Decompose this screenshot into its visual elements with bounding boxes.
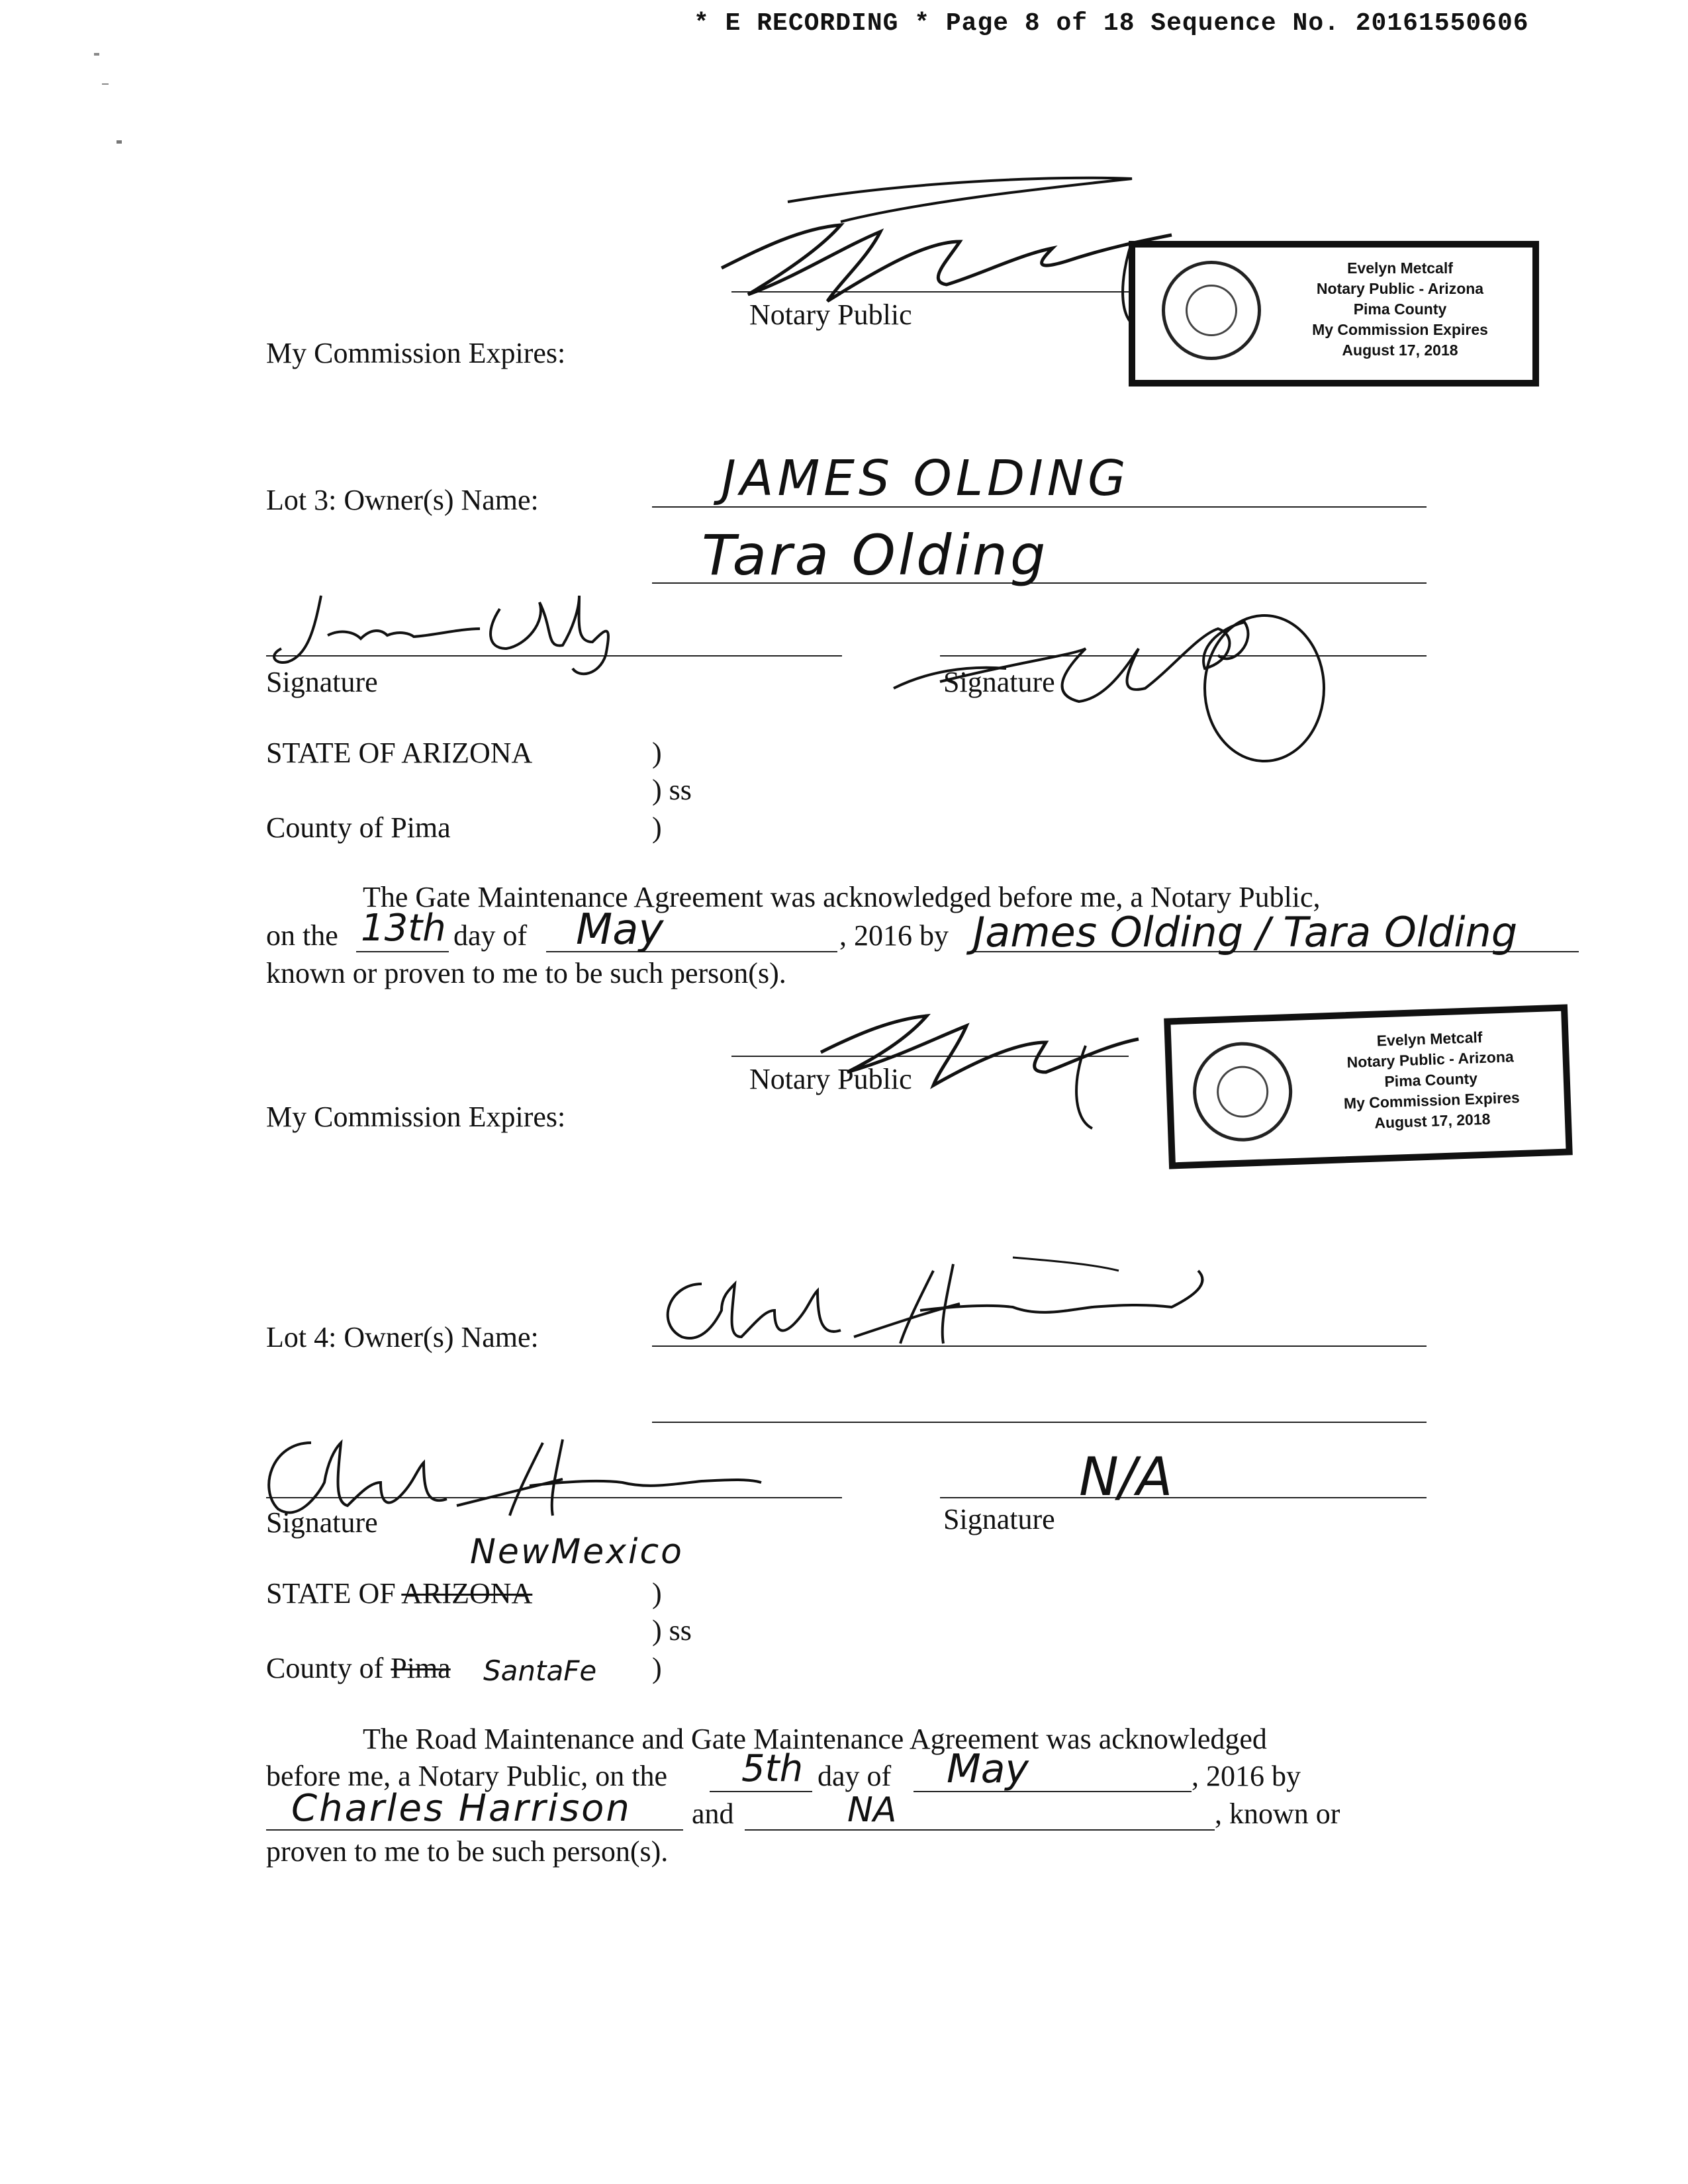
lot3-county: County of Pima: [266, 811, 451, 844]
lot4-signature-label-left: Signature: [266, 1506, 378, 1539]
scan-mark: [102, 83, 109, 85]
lot4-county-prefix: County of: [266, 1652, 391, 1684]
lot4-county: [266, 1651, 451, 1685]
stamp-county: Pima County: [1383, 1069, 1478, 1091]
lot4-paren-1: ): [652, 1577, 662, 1610]
lot3-owner-label: Lot 3: Owner(s) Name:: [266, 484, 539, 516]
lot3-ack-names: James Olding / Tara Olding: [973, 908, 1518, 956]
lot3-paren-1: ): [652, 737, 662, 769]
lot4-paren-2: ): [652, 1652, 662, 1684]
lot4-state: [266, 1576, 532, 1610]
lot4-ack-and: and: [692, 1797, 734, 1830]
lot3-ss: ) ss: [652, 774, 692, 806]
lot4-ack-line-1: The Road Maintenance and Gate Maintenance Agreement was acknowledged: [363, 1723, 1267, 1755]
lot4-ack-name1: Charles Harrison: [291, 1787, 632, 1830]
lot3-ack-day-of: day of: [453, 919, 528, 952]
notary-seal-1: [1162, 261, 1261, 360]
lot4-ack-day: 5th: [741, 1747, 804, 1790]
lot3-ack-on-the: on the: [266, 919, 338, 952]
lot4-county-struck: Pima: [391, 1652, 451, 1684]
commission-expires-label-2: My Commission Expires:: [266, 1101, 566, 1133]
lot4-county-handwritten: SantaFe: [483, 1655, 597, 1687]
stamp-name: Evelyn Metcalf: [1347, 259, 1453, 277]
stamp-commission-label: My Commission Expires: [1312, 321, 1488, 338]
stamp-commission-label: My Commission Expires: [1343, 1089, 1521, 1113]
lot3-signature-label-left: Signature: [266, 666, 378, 698]
lot3-day-line: [356, 951, 449, 952]
stamp-county: Pima County: [1353, 300, 1447, 318]
stamp-commission-date: August 17, 2018: [1374, 1110, 1491, 1132]
lot4-owner-label: Lot 4: Owner(s) Name:: [266, 1321, 539, 1353]
lot4-ack-line-3: proven to me to be such person(s).: [266, 1835, 669, 1868]
lot4-ack-known-or: , known or: [1215, 1797, 1340, 1830]
lot3-ack-line-1: The Gate Maintenance Agreement was acknowledged before me, a Notary Public,: [363, 881, 1321, 913]
lot4-state-struck: ARIZONA: [401, 1577, 533, 1610]
lot4-ack-day-of: day of: [818, 1760, 892, 1792]
scan-mark: [117, 140, 122, 144]
lot4-signature-right-value: N/A: [1079, 1446, 1173, 1508]
lot4-ack-year-by: , 2016 by: [1192, 1760, 1301, 1792]
lot4-state-handwritten: NewMexico: [470, 1532, 684, 1572]
lot4-owner-signature: [642, 1244, 1225, 1363]
lot4-ack-before: before me, a Notary Public, on the: [266, 1760, 668, 1792]
lot3-paren-2: ): [652, 811, 662, 844]
stamp-title: Notary Public - Arizona: [1346, 1048, 1515, 1071]
stamp-commission-date: August 17, 2018: [1342, 341, 1458, 359]
lot4-owner-line-2: [652, 1422, 1427, 1423]
stamp-title: Notary Public - Arizona: [1316, 280, 1484, 297]
lot3-owner-name-1: JAMES OLDING: [722, 450, 1130, 507]
lot3-state: STATE OF ARIZONA: [266, 737, 533, 769]
lot4-signature-line-right: [940, 1497, 1427, 1498]
lot3-ack-day: 13th: [361, 907, 446, 950]
lot3-ack-month: May: [576, 905, 664, 954]
lot3-ack-line-3: known or proven to me to be such person(s).: [266, 957, 786, 989]
commission-expires-label-1: My Commission Expires:: [266, 337, 566, 369]
lot4-day-line: [710, 1791, 812, 1792]
lot4-ss: ) ss: [652, 1614, 692, 1647]
notary-stamp-1: [1129, 241, 1539, 387]
lot3-ack-year-by: , 2016 by: [839, 919, 949, 952]
recording-header: * E RECORDING * Page 8 of 18 Sequence No. 20161550606: [694, 9, 1529, 38]
lot4-ack-month: May: [947, 1746, 1029, 1792]
notary-public-label-2: Notary Public: [749, 1063, 912, 1095]
lot4-ack-name2: NA: [847, 1790, 897, 1830]
stamp-name: Evelyn Metcalf: [1376, 1028, 1483, 1050]
notary-public-label-1: Notary Public: [749, 298, 912, 331]
notary-stamp-2: [1164, 1004, 1573, 1169]
lot4-name2-line: [745, 1829, 1215, 1831]
notary-seal-2: [1192, 1040, 1294, 1143]
lot3-owner-name-2: Tara Olding: [702, 523, 1049, 588]
lot3-signature-label-right: Signature: [943, 666, 1055, 698]
lot4-state-prefix: STATE OF: [266, 1577, 402, 1610]
scan-mark: [94, 53, 99, 56]
lot4-signature-label-right: Signature: [943, 1503, 1055, 1535]
